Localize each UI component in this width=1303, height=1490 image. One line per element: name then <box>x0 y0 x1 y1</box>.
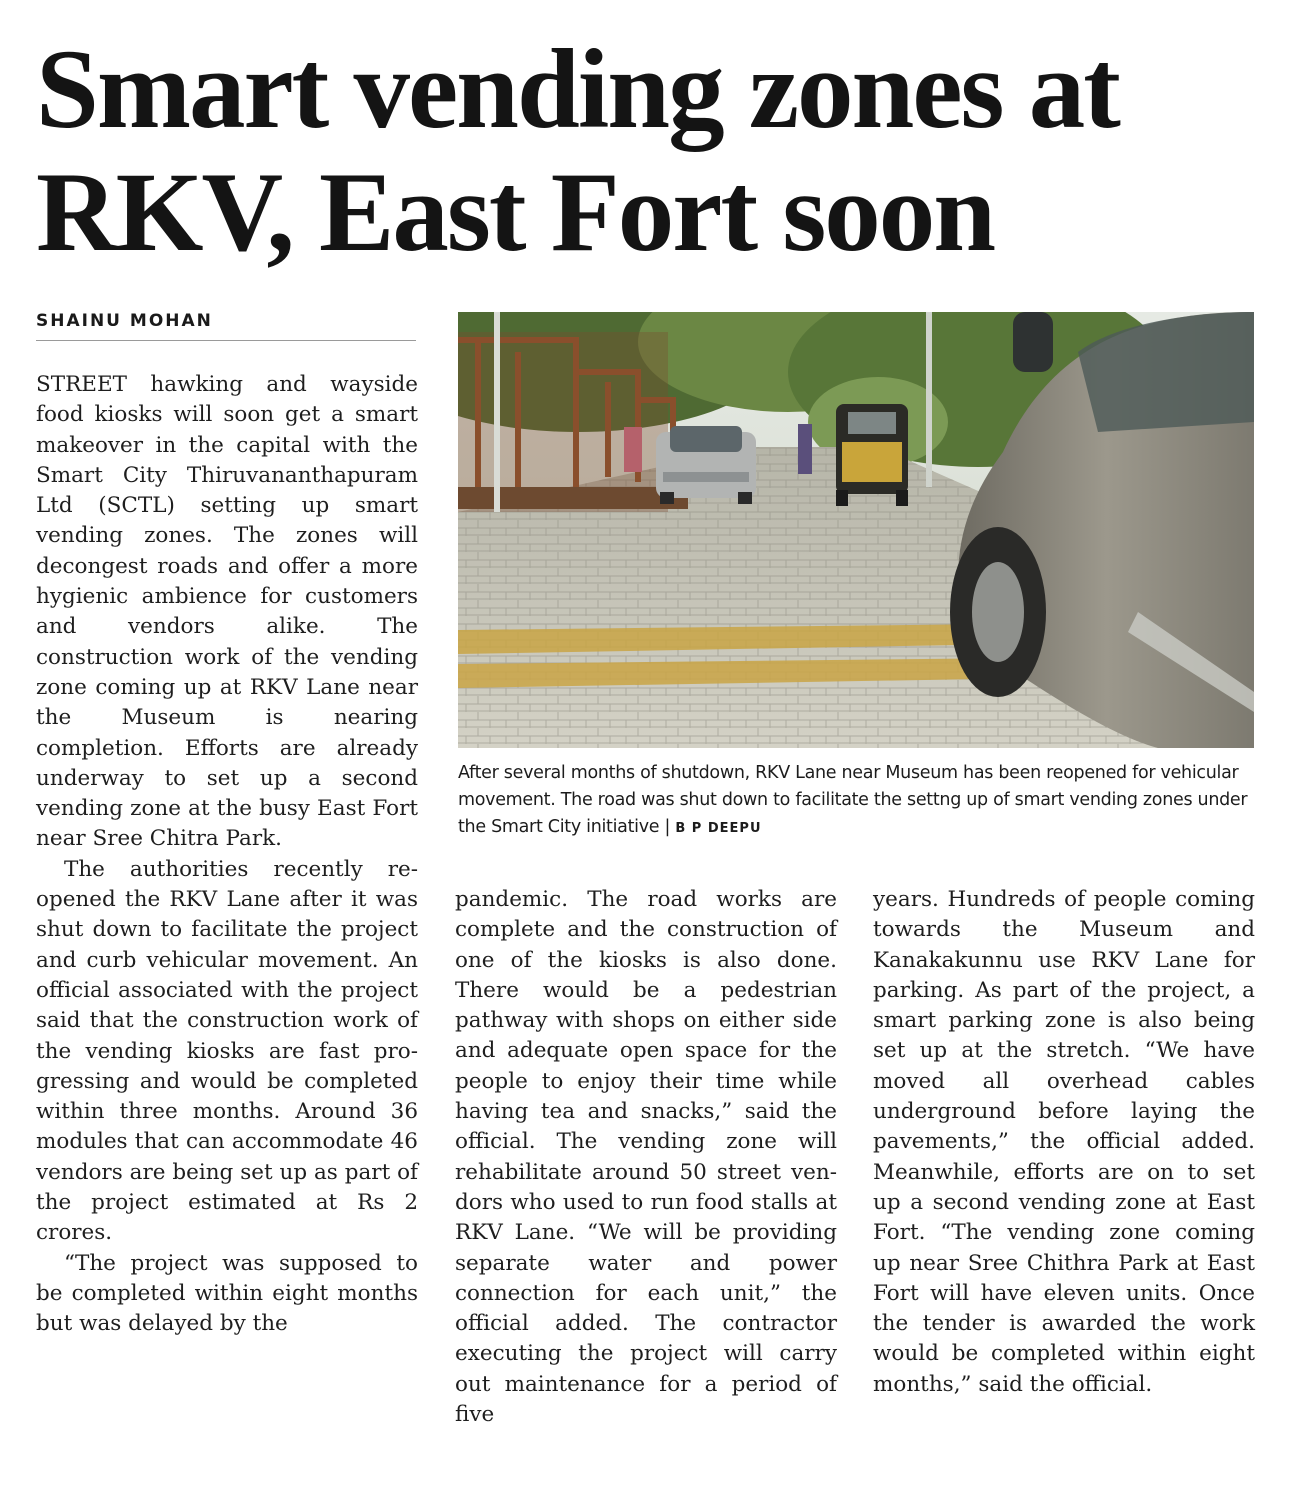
photo-illustration <box>458 312 1254 748</box>
headline-line-2: RKV, East Fort soon <box>36 150 995 275</box>
paragraph-1: STREET hawking and wayside food kiosks will soon get a smart makeover in the capital with the Smart City Thiruvananthapuram Ltd (SCTL) setting up smart vending zones. The zones will decongest roads and offer a more hygienic ambience for customers and vendors alike. The construction work of the vending zone coming up at RKV Lane near the Museum is nearing completion. Efforts are already underway to set up a second vending zone at the busy East Fort near Sree Chitra Park. <box>36 372 418 852</box>
article-column-1 <box>36 370 418 1340</box>
photo-caption <box>458 760 1258 842</box>
headline-line-1: Smart vending zones at <box>36 27 1119 152</box>
paragraph-4: pandemic. The road works are complete and the construction of one of the kiosks is also done. There would be a pedestrian pathway with shops on either side and adequate open space for the people to enjoy their time while having tea and snacks,” said the official. The vending zone will rehabilitate around 50 street vendors who used to run food stalls at RKV Lane. “We will be providing separate water and power connection for each unit,” the official added. The contractor executing the project will carry out maintenance for a period of five <box>455 887 837 1428</box>
headline <box>36 28 1276 274</box>
article-column-3 <box>873 885 1255 1400</box>
paragraph-5: years. Hundreds of people coming towards the Museum and Kanakakunnu use RKV Lane for parking. As part of the project, a smart parking zone is also being set up at the stretch. “We have moved all overhead cables underground before laying the pavements,” the official added. Meanwhile, efforts are on to set up a second vending zone at East Fort. “The vending zone coming up near Sree Chithra Park at East Fort will have eleven units. Once the tender is awarded the work would be completed within eight months,” said the official. <box>873 887 1255 1397</box>
news-photo <box>458 312 1254 748</box>
article-column-2 <box>455 885 837 1430</box>
paragraph-2: The authorities recently reopened the RKV Lane after it was shut down to facilitate the project and curb vehicular movement. An official associated with the project said that the construction work of the vending kiosks are fast progressing and would be completed within three months. Around 36 modules that can accommodate 46 vendors are being set up as part of the project estimated at Rs 2 crores. <box>36 856 418 1246</box>
photo-credit: B P DEEPU <box>675 821 762 836</box>
caption-text: After several months of shutdown, RKV Lane near Museum has been reopened for vehicular movement. The road was shut down to facilitate the settng up of smart vending zones under the Smart City initiative | <box>458 763 1248 837</box>
paragraph-3: “The project was supposed to be completed within eight months but was delayed by the <box>36 1250 418 1337</box>
byline: SHAINU MOHAN <box>36 311 416 341</box>
